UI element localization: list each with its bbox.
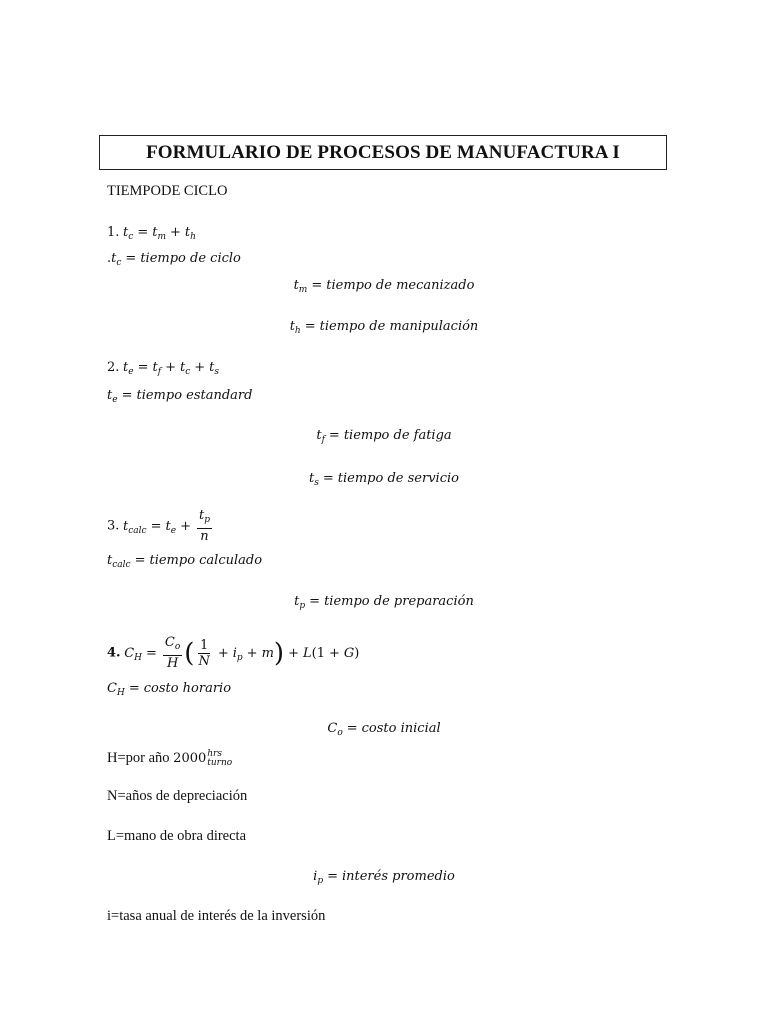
definition-tc: $.t_c$ = tiempo de ciclo: [107, 251, 241, 268]
definition-i: i=tasa anual de interés de la inversión: [107, 908, 326, 924]
definition-co: $C_o$ = costo inicial: [327, 721, 441, 738]
definition-l: L=mano de obra directa: [107, 828, 247, 844]
definition-ts: $t_s$ = tiempo de servicio: [309, 471, 459, 488]
title-box: [99, 135, 667, 170]
formula-4: 4. $C_H$ = $\frac{C_o}{H}$ ( $\frac{1}{N}$ + $i_p + m) + L(1 + G)$: [107, 635, 360, 671]
formula-3: 3. $t_{calc} = t_e$ + $\frac{t_p}{n}$: [107, 508, 210, 544]
definition-th: $t_h$ = tiempo de manipulación: [289, 319, 479, 336]
definition-h: H=por año 2000 hrs turno: [107, 748, 233, 768]
definition-ch: $C_H$ = costo horario: [107, 681, 232, 698]
definition-tm: $t_m$ = tiempo de mecanizado: [293, 278, 475, 295]
formula-2: 2. $t_e = t_f + t_c + t_s$: [107, 360, 220, 377]
definition-tcalc: $t_{calc}$ = tiempo calculado: [107, 553, 263, 570]
definition-tp: $t_p$ = tiempo de preparación: [294, 594, 474, 611]
document-title: FORMULARIO DE PROCESOS DE MANUFACTURA I: [146, 141, 620, 163]
fraction-co-over-h: $\frac{C_o}{H}$: [164, 635, 181, 671]
definition-ip: $i_p$ = interés promedio: [313, 869, 455, 886]
fraction-1-over-n: $\frac{1}{N}$: [198, 637, 210, 669]
fraction-tp-over-n: $\frac{t_p}{n}$: [198, 508, 210, 544]
definition-te: $t_e$ = tiempo estandard: [107, 388, 253, 405]
definition-tf: $t_f$ = tiempo de fatiga: [316, 428, 452, 445]
formula-1: 1. $t_c = t_m + t_h$: [107, 225, 196, 242]
section-heading: TIEMPODE CICLO: [107, 183, 228, 199]
definition-n: N=años de depreciación: [107, 788, 248, 804]
